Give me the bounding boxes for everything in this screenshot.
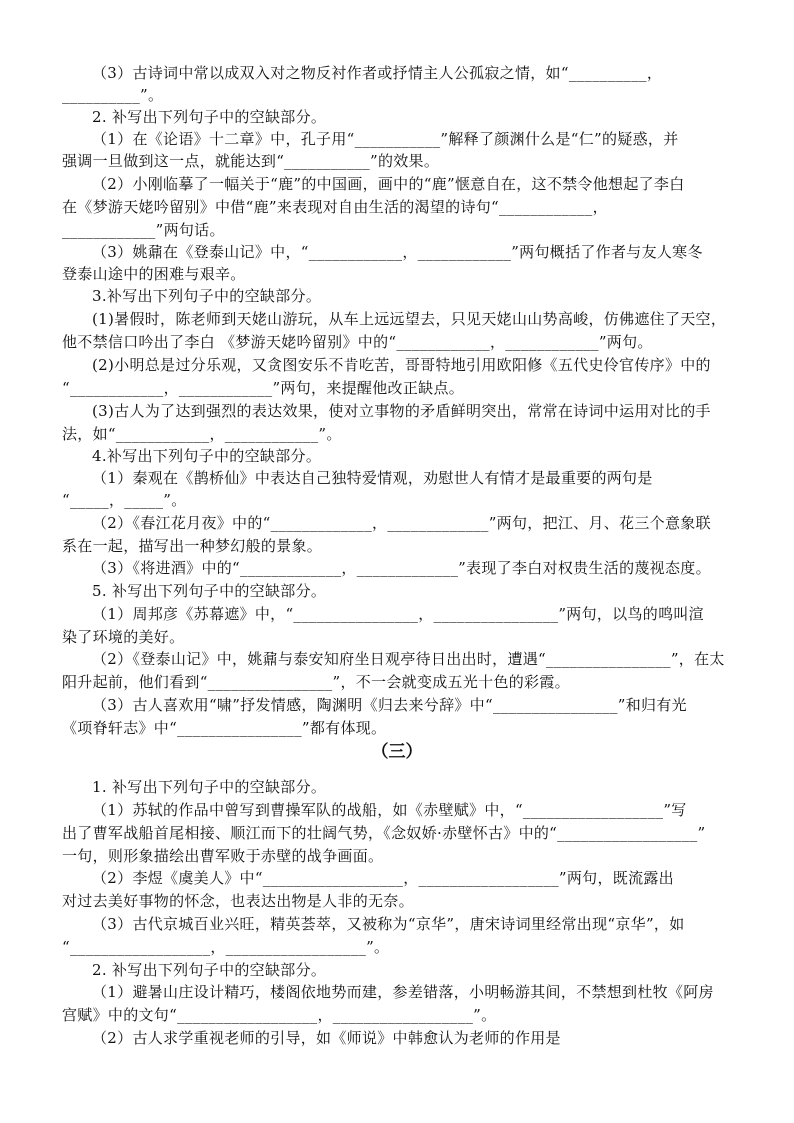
text-line: ____________”两句话。 bbox=[62, 221, 225, 239]
text-line: 系在一起，描写出一种梦幻般的景象。 bbox=[62, 537, 323, 555]
text-line: （2）小刚临摹了一幅关于“鹿”的中国画，画中的“鹿”惬意自在，这不禁令他想起了李白 bbox=[92, 175, 685, 193]
text-line: “__________________，__________________”。 bbox=[62, 938, 390, 956]
text-line: 2. 补写出下列句子中的空缺部分。 bbox=[92, 108, 327, 126]
text-line: __________”。 bbox=[62, 86, 164, 104]
text-line: 出了曹军战船首尾相接、顺江而下的壮阔气势，《念奴娇·赤壁怀古》中的“__________________” bbox=[62, 824, 706, 842]
text-line: （3）古诗词中常以成双入对之物反衬作者或抒情主人公孤寂之情，如“__________， bbox=[92, 64, 663, 82]
text-line: 法，如“____________，____________”。 bbox=[62, 425, 342, 443]
text-line: 他不禁信口吟出了李白 《梦游天姥吟留别》中的“____________，____________”两句。 bbox=[62, 333, 653, 351]
text-line: 阳升起前，他们看到“________________”，不一会就变成五光十色的彩霞。 bbox=[62, 673, 570, 691]
text-line: （2）《登泰山记》中，姚鼐与泰安知府坐日观亭待日出出时，遭遇“________________”，在太 bbox=[92, 650, 725, 668]
text-line: (3)古人为了达到强烈的表达效果，使对立事物的矛盾鲜明突出，常常在诗词中运用对比的手 bbox=[92, 402, 711, 420]
text-line: 登泰山途中的困难与艰辛。 bbox=[62, 265, 246, 283]
section-heading: （三） bbox=[371, 742, 423, 762]
text-line: （2）《春江花月夜》中的“_____________，_____________”两句，把江、月、花三个意象联 bbox=[92, 514, 711, 532]
text-line: （1）避暑山庄设计精巧，楼阁依地势而建，参差错落，小明畅游其间，不禁想到杜牧《阿房 bbox=[92, 983, 714, 1001]
text-line: 一句，则形象描绘出曹军败于赤壁的战争画面。 bbox=[62, 847, 384, 865]
text-line: 染了环境的美好。 bbox=[62, 628, 185, 646]
text-line: “_____，_____”。 bbox=[62, 491, 187, 509]
text-line: （3）古人喜欢用“啸”抒发情感，陶渊明《归去来兮辞》中“________________”和归有光 bbox=[92, 696, 687, 714]
text-line: （2）李煜《虞美人》中“__________________，__________________”两句，既流露出 bbox=[92, 869, 674, 887]
text-line: 1. 补写出下列句子中的空缺部分。 bbox=[92, 778, 327, 796]
text-line: 在《梦游天姥吟留别》中借“鹿”来表现对自由生活的渴望的诗句“____________， bbox=[62, 198, 608, 216]
text-line: (2)小明总是过分乐观，又贪图安乐不肯吃苦，哥哥特地引用欧阳修《五代史伶官传序》中的 bbox=[92, 356, 711, 374]
text-line: (1)暑假时，陈老师到天姥山游玩，从车上远远望去，只见天姥山山势高峻，仿佛遮住了天空， bbox=[92, 310, 727, 328]
text-line: 2. 补写出下列句子中的空缺部分。 bbox=[92, 961, 327, 979]
text-line: 对过去美好事物的怀念，也表达出物是人非的无奈。 bbox=[62, 892, 414, 910]
text-line: （2）古人求学重视老师的引导，如《师说》中韩愈认为老师的作用是 bbox=[92, 1029, 561, 1047]
text-line: 《项脊轩志》中“________________”都有体现。 bbox=[62, 719, 387, 737]
text-line: 强调一旦做到这一点，就能达到“___________”的效果。 bbox=[62, 152, 440, 170]
text-line: （1）苏轼的作品中曾写到曹操军队的战船，如《赤壁赋》中，“__________________”写 bbox=[92, 801, 687, 819]
text-line: 宫赋》中的文句“__________________，__________________”。 bbox=[62, 1006, 497, 1024]
text-line: （3）古代京城百业兴旺，精英荟萃，又被称为“京华”，唐宋诗词里经常出现“京华”，如 bbox=[92, 915, 685, 933]
text-line: （1）秦观在《鹊桥仙》中表达自己独特爱情观，劝慰世人有情才是最重要的两句是 bbox=[92, 469, 653, 487]
text-line: 3.补写出下列句子中的空缺部分。 bbox=[92, 287, 322, 305]
text-line: “____________，____________”两句，来提醒他改正缺点。 bbox=[62, 379, 465, 397]
text-line: 5. 补写出下列句子中的空缺部分。 bbox=[92, 582, 327, 600]
text-line: （1）周邦彦《苏幕遮》中，“________________，________________”两句，以鸟的鸣叫渲 bbox=[92, 605, 704, 623]
text-line: （3）姚鼐在《登泰山记》中，“____________，____________”两句概括了作者与友人寒冬 bbox=[92, 243, 703, 261]
text-line: （3）《将进酒》中的“_____________，_____________”表现了李白对权贵生活的蔑视态度。 bbox=[92, 559, 711, 577]
text-line: 4.补写出下列句子中的空缺部分。 bbox=[92, 447, 322, 465]
text-line: （1）在《论语》十二章》中，孔子用“___________”解释了颜渊什么是“仁”的疑惑，并 bbox=[92, 130, 679, 148]
